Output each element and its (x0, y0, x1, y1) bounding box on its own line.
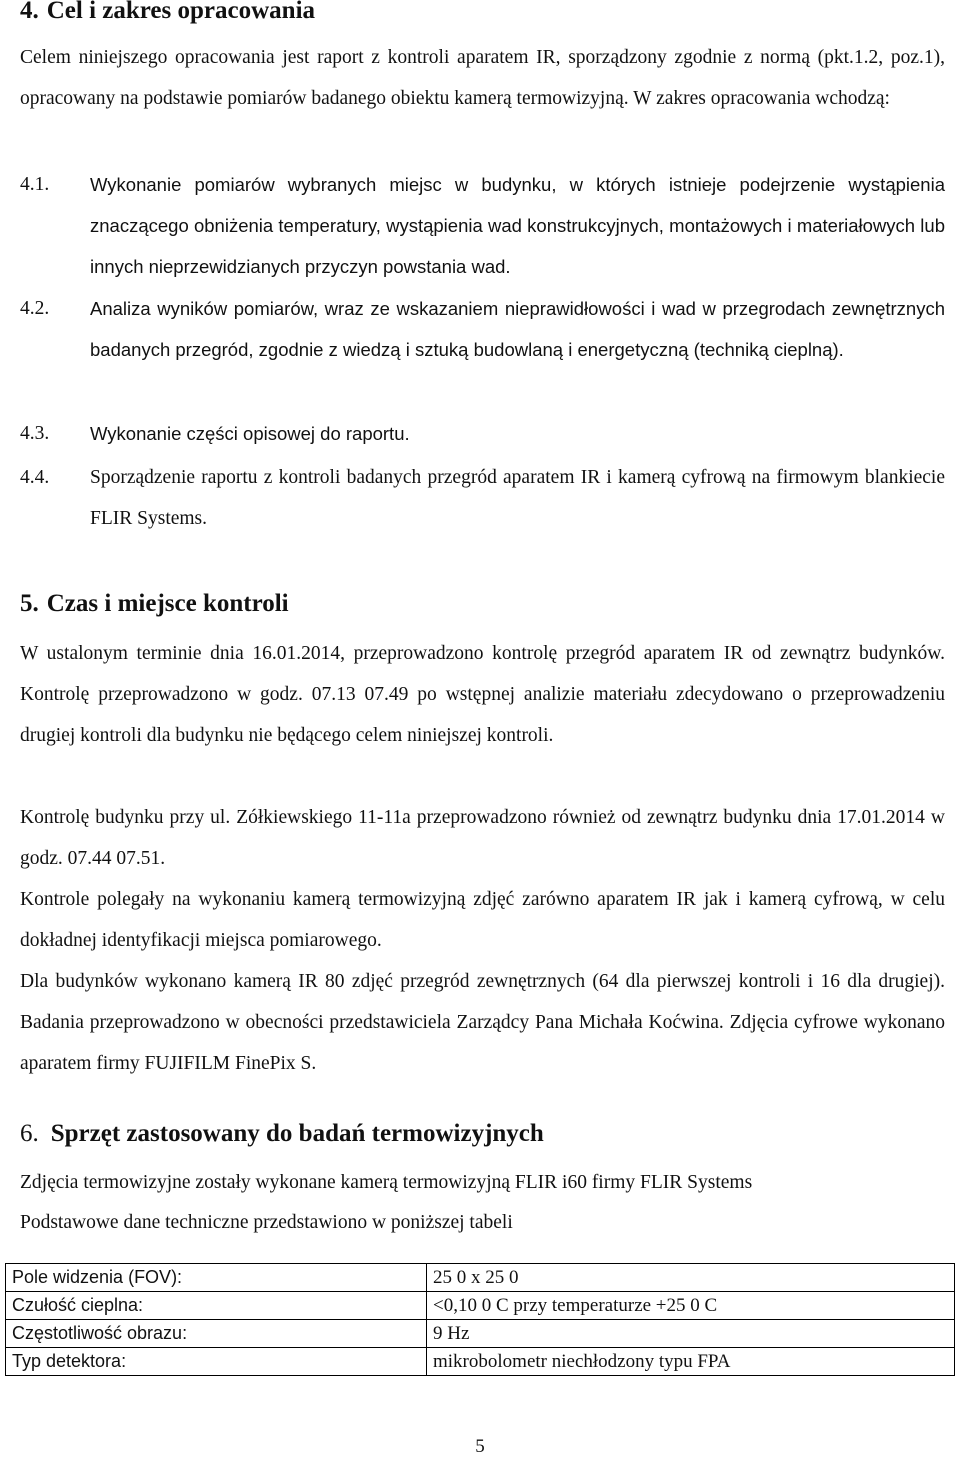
section-6-title: Sprzęt zastosowany do badań termowizyjnych (50, 1120, 544, 1147)
section-5-number: 5. (20, 590, 39, 617)
section-4-title: Cel i zakres opracowania (46, 0, 316, 24)
table-row (6, 1320, 955, 1348)
table-cell-label: Typ detektora: (6, 1348, 427, 1376)
list-item-text: Analiza wyników pomiarów, wraz ze wskazaniem nieprawidłowości i wad w przegrodach zewnętrznych badanych przegród, zgodnie z wiedzą i sztuką budowlaną i energetyczną (techniką cieplną). (90, 298, 945, 360)
section-6-number: 6. (20, 1120, 39, 1147)
page-number: 5 (475, 1436, 485, 1457)
section-6-paragraph-1: Zdjęcia termowizyjne zostały wykonane kamerą termowizyjną FLIR i60 firmy FLIR Systems (20, 1172, 753, 1193)
list-item-number: 4.4. (20, 467, 50, 488)
section-5-paragraph-4: Dla budynków wykonano kamerą IR 80 zdjęć przegród zewnętrznych (64 dla pierwszej kontroli i 16 dla drugiej). Badania przeprowadzono w obecności przedstawiciela Zarządcy Pana Michała Koćwina. Zdjęcia cyfrowe wykonano aparatem firmy FUJIFILM FinePix S. (20, 971, 945, 1074)
section-5-title: Czas i miejsce kontroli (46, 590, 289, 617)
table-cell-value: 25 0 x 25 0 (427, 1264, 955, 1292)
list-item-4-3 (20, 413, 945, 454)
list-item-number: 4.3. (20, 423, 50, 444)
table-cell-label: Częstotliwość obrazu: (6, 1320, 427, 1348)
section-5-paragraph-1: W ustalonym terminie dnia 16.01.2014, przeprowadzono kontrolę przegród aparatem IR od zewnątrz budynków. Kontrolę przeprowadzono w godz. 07.13 07.49 po wstępnej analizie materiału zdecydowano o przeprowadzeniu drugiej kontroli dla budynku nie będącego celem niniejszej kontroli. (20, 643, 945, 746)
table-row (6, 1292, 955, 1320)
list-item-4-2 (20, 288, 945, 370)
table-cell-value: mikrobolometr niechłodzony typu FPA (427, 1348, 955, 1376)
section-5-paragraph-3: Kontrole polegały na wykonaniu kamerą termowizyjną zdjęć zarówno aparatem IR jak i kamerą cyfrową, w celu dokładnej identyfikacji miejsca pomiarowego. (20, 889, 945, 951)
list-item-text: Wykonanie części opisowej do raportu. (90, 423, 410, 444)
list-item-4-4 (20, 457, 945, 539)
list-item-4-1 (20, 164, 945, 287)
section-4-intro: Celem niniejszego opracowania jest raport z kontroli aparatem IR, sporządzony zgodnie z normą (pkt.1.2, poz.1), opracowany na podstawie pomiarów badanego obiektu kamerą termowizyjną. W zakres opracowania wchodzą: (20, 47, 945, 109)
list-item-number: 4.2. (20, 298, 50, 319)
section-6-heading (20, 1120, 544, 1148)
technical-data-table (5, 1263, 955, 1376)
list-item-text: Sporządzenie raportu z kontroli badanych przegród aparatem IR i kamerą cyfrową na firmowym blankiecie FLIR Systems. (90, 467, 945, 529)
table-cell-label: Czułość cieplna: (6, 1292, 427, 1320)
table-row (6, 1348, 955, 1376)
list-item-number: 4.1. (20, 174, 50, 195)
section-5-heading (20, 590, 289, 618)
section-6-paragraph-2: Podstawowe dane techniczne przedstawiono w poniższej tabeli (20, 1212, 513, 1233)
section-4-heading (20, 0, 315, 25)
list-item-text: Wykonanie pomiarów wybranych miejsc w budynku, w których istnieje podejrzenie wystąpienia znaczącego obniżenia temperatury, wystąpienia wad konstrukcyjnych, montażowych i materiałowych lub innych nieprzewidzianych przyczyn powstania wad. (90, 174, 945, 277)
table-cell-label: Pole widzenia (FOV): (6, 1264, 427, 1292)
table-row (6, 1264, 955, 1292)
section-4-number: 4. (20, 0, 39, 24)
table-cell-value: 9 Hz (427, 1320, 955, 1348)
section-5-paragraph-2: Kontrolę budynku przy ul. Zółkiewskiego 11-11a przeprowadzono również od zewnątrz budynku dnia 17.01.2014 w godz. 07.44 07.51. (20, 807, 945, 869)
table-cell-value: <0,10 0 C przy temperaturze +25 0 C (427, 1292, 955, 1320)
